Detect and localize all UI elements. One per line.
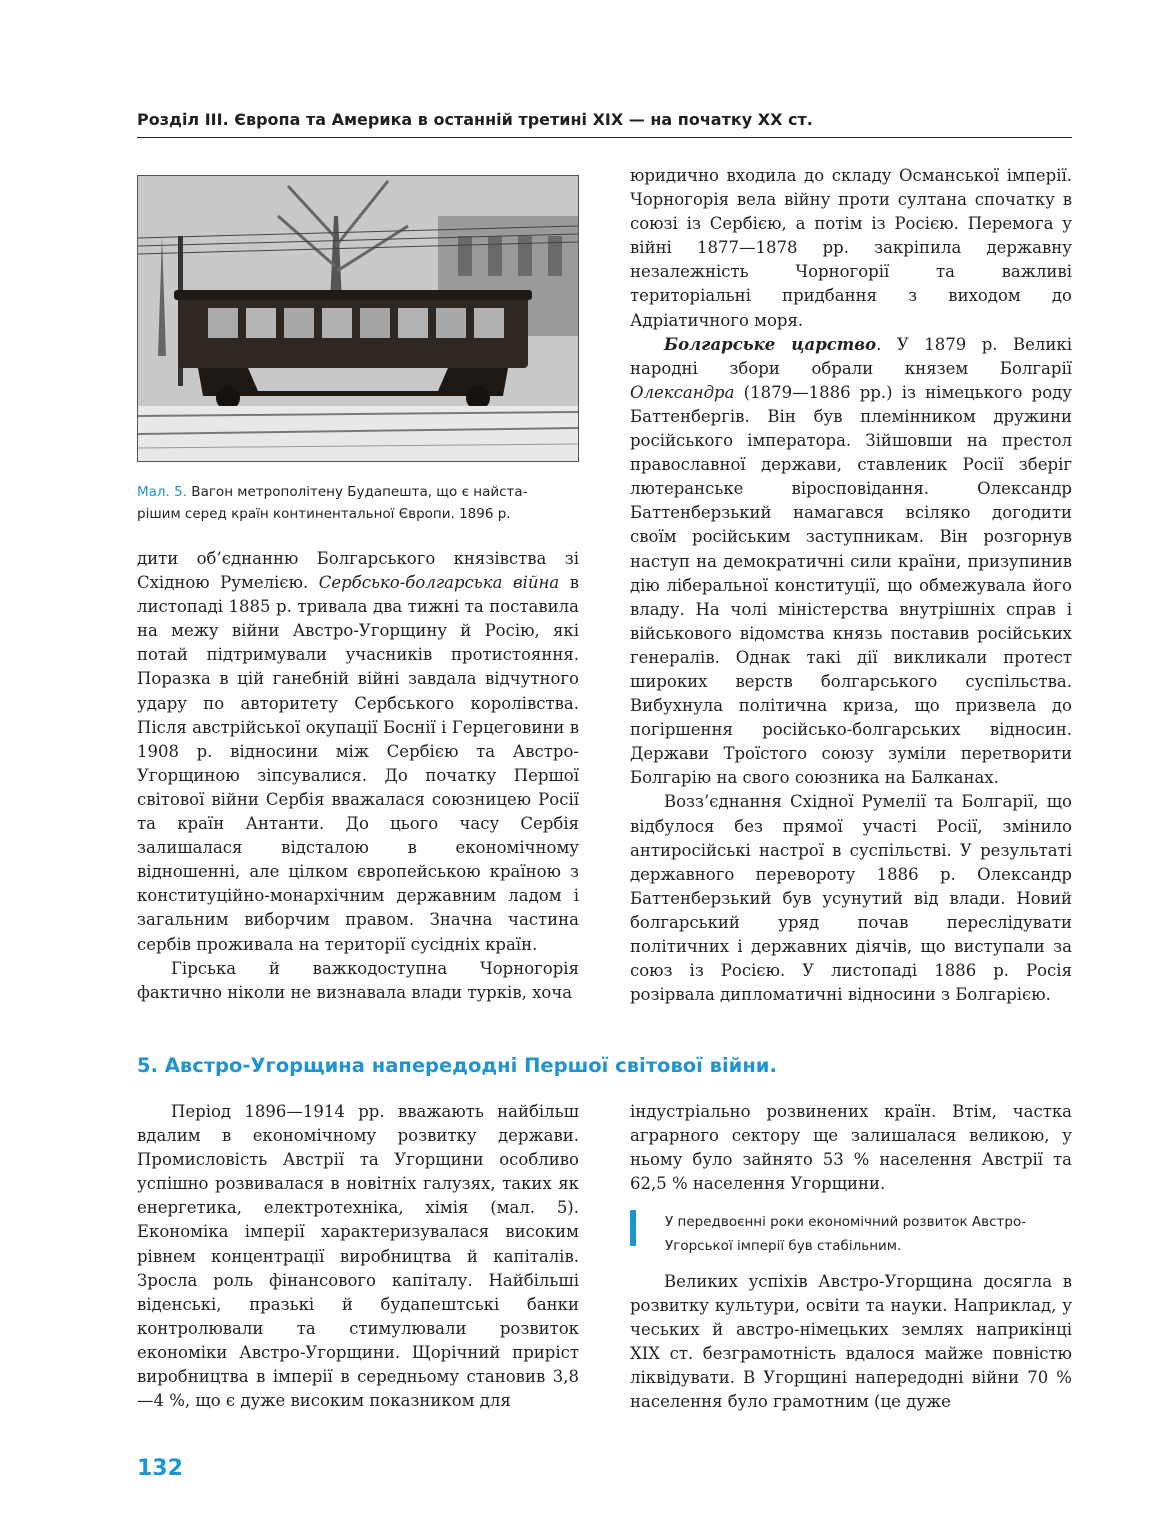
paragraph	[137, 957, 579, 1005]
chapter-header: Розділ III. Європа та Америка в останній третині XIX — на початку XX ст.	[137, 110, 813, 129]
bulgarian-tsardom-term: Болгарське царство	[664, 334, 877, 354]
figure-caption-line1: Вагон метрополітену Будапешта, що є найста-	[187, 484, 528, 500]
note-accent-bar	[630, 1210, 636, 1246]
figure-label: Мал. 5.	[137, 484, 188, 500]
text-span: дити об’єднанню Болгарського князівства зі Східною Румелією.	[137, 549, 579, 593]
text-span: Гірська й важкодоступна Чорногорія фактично ніколи не визнавала влади турків, хоча	[137, 958, 579, 1002]
text-span: в листопаді 1885 р. тривала два тижні та поставила на межу війни Австро-Угорщину й Росію, які потай підтримували учасників протистояння. Поразка в цій ганебній війні завдала відчутного удару по авторитету Сербського королівства. Після австрійської окупації Боснії і Герцеговини в 1908 р. відносини між Сербією та Австро-Угорщиною зіпсувалися. До початку Першої світової війни Сербія вважалася союзницею Росії та країн Антанти. До цього часу Сербія залишалася відсталою в економічному відношенні, але цілком європейською країною з конституційно-монархічним державним ладом і загальним виборчим правом. Значна частина сербів проживала на території сусідніх країн.	[137, 573, 579, 954]
alexander-name: Олександра	[630, 382, 735, 402]
text-span: . У 1879 р. Великі народні збори обрали князем Болгарії	[630, 334, 1073, 378]
paragraph: юридично входила до складу Османської імперії. Чорногорія вела війну проти султана спочатку в союзі із Сербією, а потім із Росією. Перемога у війні 1877—1878 рр. закріпила державну незалежність Чорногорії та важливі територіальні придбання з виходом до Адріатичного моря.	[630, 166, 1072, 330]
serbo-bulgarian-war-term: Сербсько-болгарська війна	[318, 573, 560, 593]
right-column-upper	[630, 164, 1072, 1007]
page-number: 132	[137, 1456, 183, 1481]
figure-caption-line2: рішим серед країн континентальної Європи. 1896 р.	[137, 506, 511, 522]
budapest-metro-car-photo	[137, 175, 579, 462]
paragraph	[137, 547, 579, 957]
header-divider	[137, 137, 1072, 138]
right-column-lower-continued	[630, 1270, 1072, 1415]
left-column-lower	[137, 1100, 579, 1413]
paragraph: Возз’єднання Східної Румелії та Болгарії, що відбулося без прямої участі Росії, змінило антиросійські настрої в суспільстві. У результаті державного перевороту 1886 р. Олександр Баттенберзький був усунутий від влади. Новий болгарський уряд почав переслідувати політичних і державних діячів, що виступали за союз із Росією. У листопаді 1886 р. Росія розірвала дипломатичні відносини з Болгарією.	[630, 792, 1072, 1005]
paragraph	[630, 333, 1072, 791]
note-text: У передвоєнні роки економічний розвиток Австро-Угорської імперії був стабільним.	[665, 1214, 1027, 1254]
text-span: (1879—1886 рр.) із німецького роду Баттенбергів. Він був племінником дружини російського імператора. Зійшовши на престол православної держави, ставленик Росії зберіг лютеранське віросповідання. Олександр Баттенберзький намагався всіляко догодити своїм російським заступникам. Він розгорнув наступ на демократичні сили країни, призупинив дію ліберальної конституції, що обмежувала його владу. На чолі міністерства внутрішніх справ і військового відомства князь поставив російських генералів. Однак такі дії викликали протест широких верств болгарського суспільства. Вибухнула політична криза, що призвела до погіршення російсько-болгарських відносин. Держави Троїстого союзу зуміли перетворити Болгарію на свого союзника на Балканах.	[630, 382, 1072, 788]
paragraph: Великих успіхів Австро-Угорщина досягла в розвитку культури, освіти та науки. Наприклад, у чеських й австро-німецьких землях наприкінці XIX ст. безграмотність вдалося майже повністю ліквідувати. В Угорщині напередодні війни 70 % населення було грамотним (це дуже	[630, 1272, 1072, 1412]
paragraph: Період 1896—1914 рр. вважають найбільш вдалим в економічному розвитку держави. Промисловість Австрії та Угорщини особливо успішно розвивалася в новітніх галузях, таких як енергетика, електротехніка, хімія (мал. 5). Економіка імперії характеризувалася високим рівнем концентрації виробництва й капіталів. Зросла роль фінансового капіталу. Найбільші віденські, празькі й будапештські банки контролювали та стимулювали розвиток економіки Австро-Угорщини. Щорічний приріст виробництва в імперії в середньому становив 3,8—4 %, що є дуже високим показником для	[137, 1102, 579, 1411]
right-column-lower	[630, 1100, 1072, 1196]
left-column-upper	[137, 547, 579, 1005]
key-point-note	[630, 1210, 1072, 1260]
figure-caption	[137, 481, 577, 525]
paragraph: індустріально розвинених країн. Втім, частка аграрного сектору ще залишалася великою, у ньому було зайнято 53 % населення Австрії та 62,5 % населення Угорщини.	[630, 1102, 1072, 1194]
section-heading: 5. Австро-Угорщина напередодні Першої світової війни.	[137, 1054, 777, 1077]
